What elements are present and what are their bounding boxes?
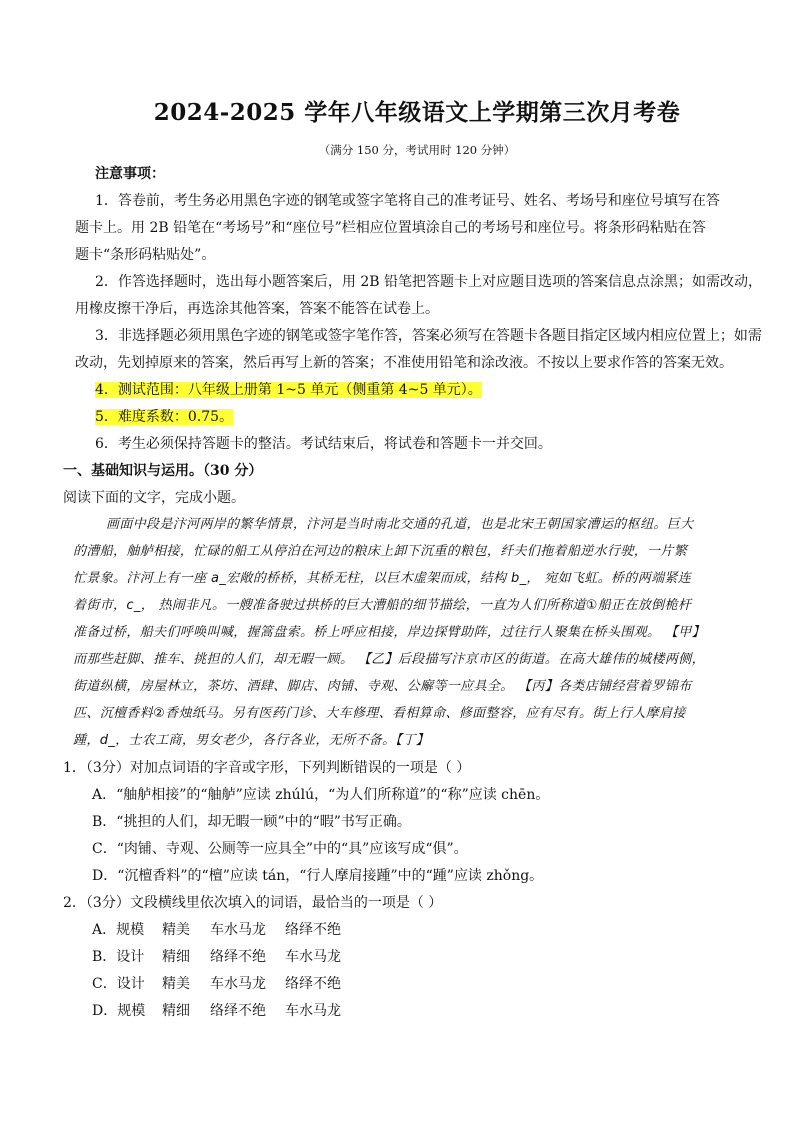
passage-line-8: 匹、沉檀香料②香烛纸马。另有医药门诊、大车修理、看相算命、修面整容，应有尽有。街上行人摩肩接 (73, 706, 686, 721)
notice-heading: 注意事项： (95, 166, 165, 182)
option-word: 络绎不绝 (285, 976, 341, 992)
notice-line-7: 改动，先划掉原来的答案，然后再写上新的答案；不准使用铅笔和涂改液。不按以上要求作答的答案无效。 (75, 355, 733, 371)
option-word: 精细 (162, 949, 190, 965)
option-word: 精美 (162, 976, 190, 992)
option-word: 车水马龙 (285, 1003, 341, 1019)
notice-highlight-difficulty (95, 407, 233, 427)
option-word: 车水马龙 (210, 922, 266, 938)
notice-line-6: 3．非选择题必须用黑色字迹的钢笔或签字笔作答，答案必须写在答题卡各题目指定区域内相应位置上；如需 (95, 328, 762, 344)
notice-line-5: 用橡皮擦干净后，再选涂其他答案，答案不能答在试卷上。 (75, 301, 439, 317)
option-word: 络绎不绝 (285, 922, 341, 938)
option-word: D．规模 (92, 1003, 146, 1019)
passage-line-7: 街道纵横，房屋林立，茶坊、酒肆、脚店、肉铺、寺观、公廨等一应具全。 【丙】各类店铺经营着罗锦布 (73, 679, 692, 694)
passage-line-3: 忙景象。汴河上有一座 a_宏敞的桥桥，其桥无柱，以巨木虚架而成，结构 b_， 宛如飞虹。桥的两端紧连 (73, 571, 692, 586)
passage-line-2: 的漕船，舳舻相接，忙碌的船工从停泊在河边的粮床上卸下沉重的粮包，纤夫们拖着船逆水行驶，一片繁 (73, 544, 688, 559)
section-heading: 一、基础知识与运用。（30 分） (63, 463, 263, 479)
notice-line-4: 2．作答选择题时，选出每小题答案后，用 2B 铅笔把答题卡上对应题目选项的答案信息点涂黑；如需改动， (95, 274, 763, 290)
question-1-option-a: A．“舳舻相接”的“舳舻”应读 zhúlú，“为人们所称道”的“称”应读 chēn。 (92, 787, 550, 803)
highlight-scope-text: 4．测试范围：八年级上册第 1~5 单元（侧重第 4~5 单元）。 (95, 382, 482, 398)
passage-line-6: 而那些赶脚、推车、挑担的人们，却无暇一顾。 【乙】后段描写汴京市区的街道。在高大雄伟的城楼两侧， (73, 652, 705, 667)
option-word: 络绎不绝 (210, 949, 266, 965)
notice-line-2: 题卡上。用 2B 铅笔在“考场号”和“座位号”栏相应位置填涂自己的考场号和座位号。将条形码粘贴在答 (75, 220, 706, 236)
passage-line-1: 画面中段是汴河两岸的繁华情景，汴河是当时南北交通的孔道，也是北宋王朝国家漕运的枢纽。巨大 (106, 517, 694, 532)
question-1-stem: 1．（3分）对加点词语的字音或字形，下列判断错误的一项是（ ） (63, 760, 471, 776)
option-word: 精美 (162, 922, 190, 938)
notice-line-3: 题卡“条形码粘贴处”。 (75, 247, 216, 263)
option-word: 车水马龙 (285, 949, 341, 965)
exam-title: 2024-2025 学年八年级语文上学期第三次月考卷 (153, 99, 681, 126)
question-1-option-b: B．“挑担的人们，却无暇一顾”中的“暇”书写正确。 (92, 814, 411, 830)
passage-line-5: 准备过桥，船夫们呼唤叫喊，握篙盘索。桥上呼应相接，岸边探臂助阵，过往行人聚集在桥头围观。 【甲】 (73, 625, 705, 640)
question-2-option-c (92, 974, 341, 994)
option-word: 车水马龙 (210, 976, 266, 992)
notice-highlight-scope (95, 380, 482, 400)
notice-line-1: 1．答卷前，考生务必用黑色字迹的钢笔或签字笔将自己的准考证号、姓名、考场号和座位号填写在答 (95, 193, 720, 209)
question-2-option-d (92, 1001, 341, 1021)
exam-subtitle: （满分 150 分，考试用时 120 分钟） (318, 143, 516, 157)
question-1-option-d: D．“沉檀香料”的“檀”应读 tán，“行人摩肩接踵”中的“踵”应读 zhǒng。 (92, 868, 544, 884)
option-word: 络绎不绝 (210, 1003, 266, 1019)
question-2-stem: 2．（3分）文段横线里依次填入的词语，最恰当的一项是（ ） (63, 895, 443, 911)
question-2-option-a (92, 920, 341, 940)
highlight-difficulty-text: 5．难度系数：0.75。 (95, 409, 234, 425)
notice-line-8: 6．考生必须保持答题卡的整洁。考试结束后，将试卷和答题卡一并交回。 (95, 436, 552, 452)
option-word: A．规模 (92, 922, 145, 938)
passage-line-9: 踵，d_，士农工商，男女老少，各行各业，无所不备。【丁】 (73, 733, 430, 748)
option-word: 精细 (162, 1003, 190, 1019)
option-word: C．设计 (92, 976, 145, 992)
question-2-option-b (92, 947, 341, 967)
option-word: B．设计 (92, 949, 145, 965)
question-1-option-c: C．“肉铺、寺观、公厕等一应具全”中的“具”应该写成“俱”。 (92, 841, 468, 857)
section-intro: 阅读下面的文字，完成小题。 (63, 490, 245, 506)
passage-line-4: 着街市，c_， 热闹非凡。一艘准备驶过拱桥的巨大漕船的细节描绘，一直为人们所称道①船正在放倒桅杆 (73, 598, 692, 613)
